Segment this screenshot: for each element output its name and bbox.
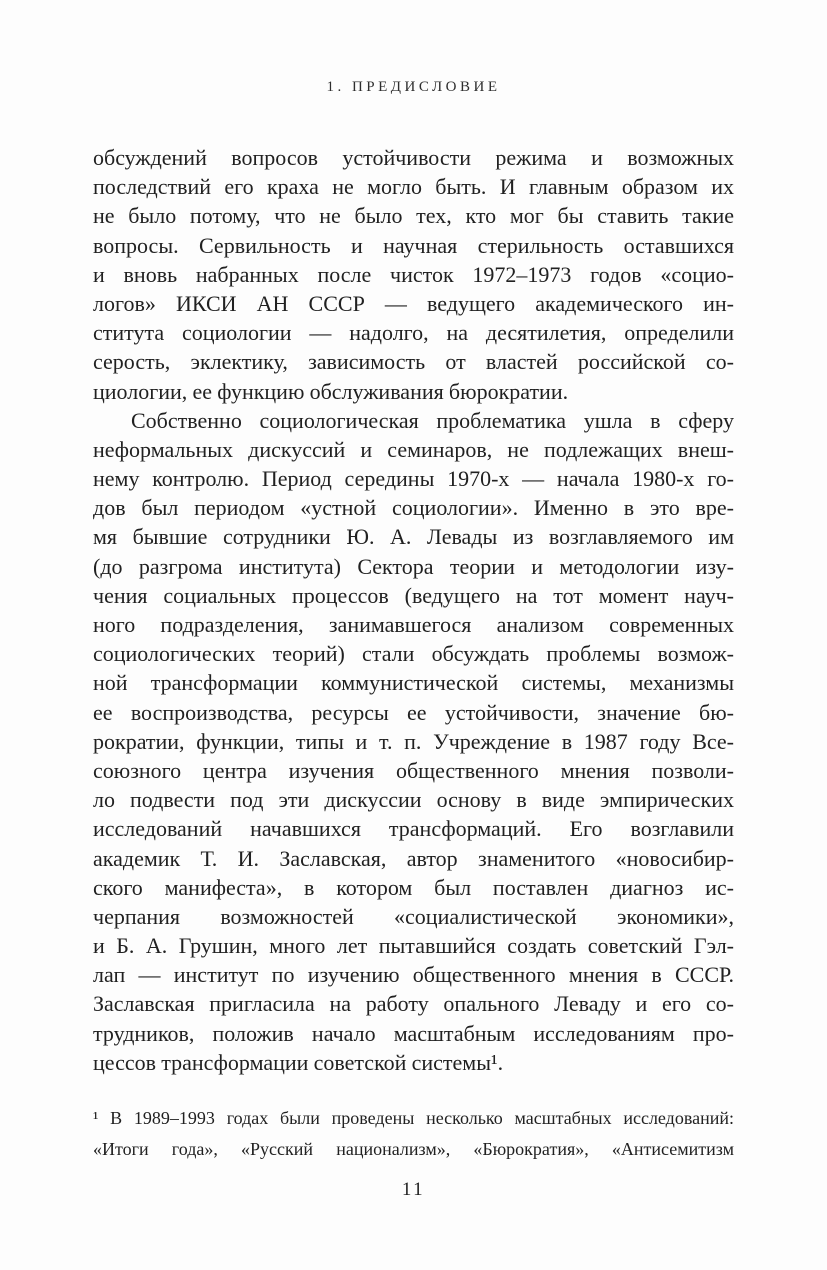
text-line: Заславская пригласила на работу опального Леваду и его со- [93,991,734,1017]
text-line: академик Т. И. Заславская, автор знаменитого «новосибир- [93,845,734,871]
text-line: мя бывшие сотрудники Ю. А. Левады из возглавляемого им [93,524,734,550]
text-line: лап — институт по изучению общественного мнения в СССР. [93,962,734,988]
text-line: союзного центра изучения общественного мнения позволи- [93,757,734,783]
text-line: цессов трансформации советской системы¹. [93,1049,504,1075]
text-line: черпания возможностей «социалистической экономики», [93,903,734,929]
text-line: последствий его краха не могло быть. И главным образом их [93,174,734,200]
text-line: вопросы. Сервильность и научная стерильность оставшихся [93,232,734,258]
text-line: чения социальных процессов (ведущего на тот момент науч- [93,582,734,608]
text-line: циологии, ее функцию обслуживания бюрократии. [93,378,569,404]
page-body [93,143,734,1077]
page-number: 11 [401,1179,426,1200]
text-line: ной трансформации коммунистической системы, механизмы [93,670,734,696]
footnote-line: «Итоги года», «Русский национализм», «Бюрократия», «Антисемитизм [93,1139,734,1159]
text-line: ее воспроизводства, ресурсы ее устойчивости, значение бю- [93,699,734,725]
text-line: и Б. А. Грушин, много лет пытавшийся создать советский Гэл- [93,933,734,959]
text-line: не было потому, что не было тех, кто мог бы ставить такие [93,203,734,229]
text-line: обсуждений вопросов устойчивости режима и возможных [93,145,734,170]
text-line: логов» ИКСИ АН СССР — ведущего академического ин- [93,290,734,316]
text-line: и вновь набранных после чисток 1972–1973 годов «социо- [93,261,734,287]
running-head: 1. ПРЕДИСЛОВИЕ [326,79,501,95]
text-line: социологических теорий) стали обсуждать проблемы возмож- [93,641,734,667]
text-line: (до разгрома института) Сектора теории и методологии изу- [93,553,734,579]
text-line: рократии, функции, типы и т. п. Учреждение в 1987 году Все- [93,728,734,754]
text-line: исследований начавшихся трансформаций. Его возглавили [93,816,734,842]
text-line: ло подвести под эти дискуссии основу в виде эмпирических [93,787,734,813]
text-line: Собственно социологическая проблематика ушла в сферу [131,407,734,433]
text-line: нему контролю. Период середины 1970-х — начала 1980-х го- [93,466,734,492]
text-line: ного подразделения, занимавшегося анализом современных [93,612,734,637]
text-line: неформальных дискуссий и семинаров, не подлежащих внеш- [93,436,734,462]
footnote-line: ¹ В 1989–1993 годах были проведены несколько масштабных исследований: [93,1108,734,1128]
text-line: серость, эклектику, зависимость от властей российской со- [93,349,734,375]
text-line: трудников, положив начало масштабным исследованиям про- [93,1020,734,1046]
text-line: ского манифеста», в котором был поставлен диагноз ис- [93,874,734,900]
text-line: дов был периодом «устной социологии». Именно в это вре- [93,495,734,521]
text-line: ститута социологии — надолго, на десятилетия, определили [93,320,734,346]
footnote [93,1103,734,1165]
